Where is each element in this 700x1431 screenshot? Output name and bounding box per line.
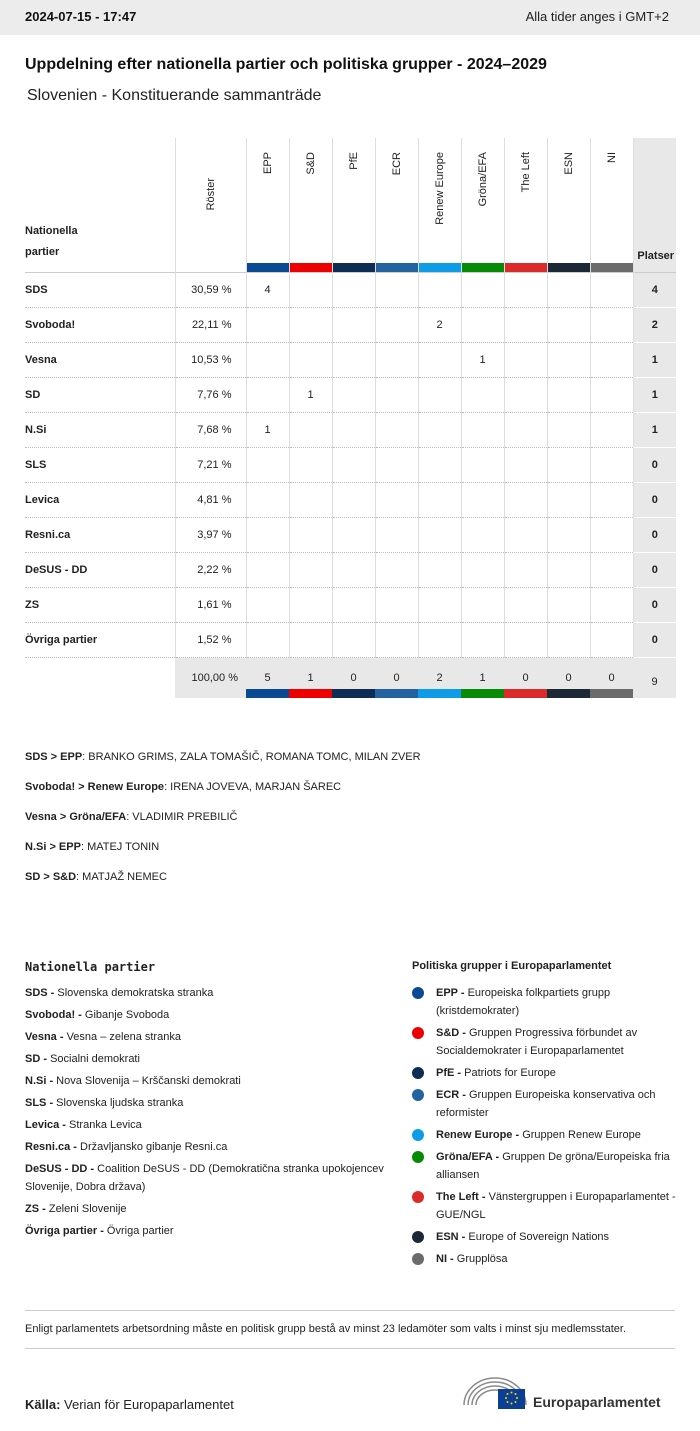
party-legend-item: SLS - Slovenska ljudska stranka (25, 1097, 184, 1109)
member-key: SDS > EPP (25, 751, 83, 763)
group-color-bar (461, 689, 504, 698)
group-total: 0 (332, 657, 375, 698)
seat-total: 0 (633, 517, 676, 552)
total-votes: 100,00 % (175, 657, 246, 698)
group-seat-cell (289, 517, 332, 552)
group-seat-cell (332, 272, 375, 307)
party-legend-item: Övriga partier - Övriga partier (25, 1225, 174, 1237)
seat-total: 0 (633, 447, 676, 482)
group-color-bar (418, 689, 461, 698)
group-color-bar (333, 263, 375, 272)
table-row (25, 447, 676, 482)
table-row (25, 272, 676, 307)
group-seat-cell (289, 622, 332, 657)
group-color-dot-icon (412, 1067, 424, 1079)
table-row (25, 622, 676, 657)
party-name: DeSUS - DD (25, 552, 175, 587)
party-legend-item: N.Si - Nova Slovenija – Krščanski demokrati (25, 1075, 241, 1087)
source-text: Verian för Europaparlamentet (60, 1397, 234, 1412)
top-bar (0, 0, 700, 35)
table-row (25, 377, 676, 412)
member-key: Vesna > Gröna/EFA (25, 811, 127, 823)
votes-column-header: Röster (175, 138, 246, 272)
group-seat-cell (332, 482, 375, 517)
group-total: 1 (461, 657, 504, 698)
group-seat-cell (590, 272, 633, 307)
group-seat-cell (289, 482, 332, 517)
vote-share: 4,81 % (175, 482, 246, 517)
group-seat-cell (375, 587, 418, 622)
group-seat-cell (289, 412, 332, 447)
totals-blank (25, 657, 175, 698)
group-seat-cell (418, 587, 461, 622)
table-row (25, 587, 676, 622)
table-row (25, 552, 676, 587)
party-name: SD (25, 377, 175, 412)
group-legend-item: Renew Europe - Gruppen Renew Europe (412, 1126, 682, 1144)
member-key: N.Si > EPP (25, 841, 81, 853)
group-seat-cell (504, 272, 547, 307)
group-seat-cell (418, 447, 461, 482)
member-line (25, 810, 421, 840)
group-seat-cell (246, 377, 289, 412)
group-total: 0 (375, 657, 418, 698)
group-column-header: The Left (504, 138, 547, 272)
group-seat-cell (289, 342, 332, 377)
party-legend-title: Nationella partier (25, 960, 156, 974)
group-seat-cell (590, 517, 633, 552)
group-seat-cell (289, 587, 332, 622)
group-seat-cell (590, 447, 633, 482)
member-names: : MATEJ TONIN (80, 841, 160, 853)
member-line (25, 840, 421, 870)
party-legend-item: DeSUS - DD - Coalition DeSUS - DD (Demokratična stranka upokojencev Slovenije, Dobra država) (25, 1163, 384, 1193)
group-legend-item: Gröna/EFA - Gruppen De gröna/Europeiska fria alliansen (412, 1148, 682, 1184)
member-names: : IRENA JOVEVA, MARJAN ŠAREC (164, 781, 342, 793)
group-seat-cell (418, 342, 461, 377)
group-color-bar (419, 263, 461, 272)
source-label: Källa: (25, 1397, 61, 1412)
group-seat-cell (375, 552, 418, 587)
group-seat-cell: 1 (246, 412, 289, 447)
group-seat-cell (547, 307, 590, 342)
group-legend-item: ECR - Gruppen Europeiska konservativa och reformister (412, 1086, 682, 1122)
group-seat-cell (590, 342, 633, 377)
group-seat-cell (246, 622, 289, 657)
party-legend-item: Svoboda! - Gibanje Svoboda (25, 1009, 170, 1021)
group-seat-cell (547, 447, 590, 482)
seat-total: 1 (633, 412, 676, 447)
group-column-header: EPP (246, 138, 289, 272)
group-legend-title: Politiska grupper i Europaparlamentet (412, 960, 612, 972)
group-seat-cell (590, 377, 633, 412)
vote-share: 2,22 % (175, 552, 246, 587)
member-line (25, 780, 421, 810)
group-legend-item: The Left - Vänstergruppen i Europaparlamentet - GUE/NGL (412, 1188, 682, 1224)
group-seat-cell (504, 447, 547, 482)
group-seat-cell (547, 482, 590, 517)
table-row (25, 412, 676, 447)
totals-row (25, 657, 676, 698)
vote-share: 1,61 % (175, 587, 246, 622)
group-color-bar (590, 689, 633, 698)
group-seat-cell (332, 412, 375, 447)
group-seat-cell (461, 587, 504, 622)
member-list (25, 750, 421, 900)
group-column-header: ESN (547, 138, 590, 272)
group-seat-cell (246, 447, 289, 482)
group-total: 0 (504, 657, 547, 698)
group-total: 0 (590, 657, 633, 698)
total-seats: 9 (633, 657, 676, 698)
group-seat-cell (504, 342, 547, 377)
vote-share: 10,53 % (175, 342, 246, 377)
group-seat-cell (332, 447, 375, 482)
party-name: SDS (25, 272, 175, 307)
group-color-bar (504, 689, 547, 698)
group-seat-cell (332, 587, 375, 622)
seat-total: 0 (633, 622, 676, 657)
group-seat-cell (375, 307, 418, 342)
group-seat-cell (504, 587, 547, 622)
party-legend-item: SDS - Slovenska demokratska stranka (25, 987, 214, 999)
table-row (25, 517, 676, 552)
group-color-bar (462, 263, 504, 272)
party-name: Resni.ca (25, 517, 175, 552)
member-line (25, 870, 421, 900)
seat-total: 2 (633, 307, 676, 342)
group-seat-cell (418, 482, 461, 517)
party-legend-item: Resni.ca - Državljansko gibanje Resni.ca (25, 1141, 228, 1153)
group-seat-cell: 1 (461, 342, 504, 377)
group-seat-cell: 2 (418, 307, 461, 342)
group-seat-cell (590, 412, 633, 447)
table-row (25, 307, 676, 342)
group-seat-cell (547, 552, 590, 587)
group-color-bar (505, 263, 547, 272)
group-color-dot-icon (412, 987, 424, 999)
party-name: ZS (25, 587, 175, 622)
group-seat-cell (547, 377, 590, 412)
group-legend-item: S&D - Gruppen Progressiva förbundet av Socialdemokrater i Europaparlamentet (412, 1024, 682, 1060)
vote-share: 3,97 % (175, 517, 246, 552)
group-seat-cell (461, 517, 504, 552)
group-legend-item: PfE - Patriots for Europe (412, 1064, 682, 1082)
group-seat-cell (246, 587, 289, 622)
group-seat-cell (590, 587, 633, 622)
group-seat-cell (461, 482, 504, 517)
group-color-bar (246, 689, 289, 698)
vote-share: 7,21 % (175, 447, 246, 482)
group-seat-cell (289, 307, 332, 342)
group-column-header: S&D (289, 138, 332, 272)
group-seat-cell (375, 377, 418, 412)
member-names: : MATJAŽ NEMEC (76, 871, 167, 883)
party-legend-item: Levica - Stranka Levica (25, 1119, 142, 1131)
table-row (25, 482, 676, 517)
group-seat-cell (547, 412, 590, 447)
group-column-header: NI (590, 138, 633, 272)
group-column-header: ECR (375, 138, 418, 272)
group-color-bar (548, 263, 590, 272)
vote-share: 7,68 % (175, 412, 246, 447)
group-seat-cell (289, 272, 332, 307)
group-seat-cell (461, 447, 504, 482)
europarl-logo-text: Europaparlamentet (533, 1394, 661, 1410)
group-seat-cell (375, 517, 418, 552)
group-seat-cell (375, 622, 418, 657)
party-name: Vesna (25, 342, 175, 377)
group-seat-cell (375, 482, 418, 517)
group-seat-cell (461, 552, 504, 587)
timezone-note: Alla tider anges i GMT+2 (525, 9, 669, 24)
group-seat-cell (332, 517, 375, 552)
group-seat-cell (418, 622, 461, 657)
group-seat-cell (547, 622, 590, 657)
seat-total: 1 (633, 377, 676, 412)
group-color-bar (247, 263, 289, 272)
group-seat-cell (375, 342, 418, 377)
group-seat-cell (418, 377, 461, 412)
seat-total: 0 (633, 587, 676, 622)
hemicycle-logo-icon (462, 1375, 528, 1411)
group-color-dot-icon (412, 1231, 424, 1243)
group-seat-cell (246, 482, 289, 517)
vote-share: 30,59 % (175, 272, 246, 307)
rules-note: Enligt parlamentets arbetsordning måste en politisk grupp bestå av minst 23 ledamöter som valts i minst sju medlemsstater. (25, 1310, 675, 1349)
party-legend-item: Vesna - Vesna – zelena stranka (25, 1031, 181, 1043)
group-seat-cell (332, 622, 375, 657)
party-name: N.Si (25, 412, 175, 447)
member-names: : BRANKO GRIMS, ZALA TOMAŠIČ, ROMANA TOMC, MILAN ZVER (82, 751, 421, 763)
group-seat-cell (289, 447, 332, 482)
group-color-dot-icon (412, 1151, 424, 1163)
group-seat-cell (375, 447, 418, 482)
page-subtitle: Slovenien - Konstituerande sammanträde (27, 87, 322, 104)
group-seat-cell (504, 552, 547, 587)
results-table (25, 138, 676, 698)
group-column-header: Renew Europe (418, 138, 461, 272)
group-seat-cell: 4 (246, 272, 289, 307)
group-color-bar (376, 263, 418, 272)
group-seat-cell (461, 272, 504, 307)
vote-share: 7,76 % (175, 377, 246, 412)
member-names: : VLADIMIR PREBILIČ (126, 811, 238, 823)
vote-share: 22,11 % (175, 307, 246, 342)
group-seat-cell (504, 307, 547, 342)
group-seat-cell (547, 272, 590, 307)
group-legend (412, 960, 682, 1272)
group-seat-cell (461, 377, 504, 412)
group-seat-cell (332, 307, 375, 342)
group-seat-cell (461, 622, 504, 657)
party-column-header: Nationella partier (25, 224, 78, 258)
group-seat-cell (590, 622, 633, 657)
group-seat-cell (418, 272, 461, 307)
party-name: Övriga partier (25, 622, 175, 657)
party-name: Levica (25, 482, 175, 517)
group-column-header: Gröna/EFA (461, 138, 504, 272)
group-seat-cell (332, 377, 375, 412)
group-seat-cell (332, 552, 375, 587)
group-seat-cell (332, 342, 375, 377)
group-legend-item: ESN - Europe of Sovereign Nations (412, 1228, 682, 1246)
table-row (25, 342, 676, 377)
group-seat-cell (547, 342, 590, 377)
group-seat-cell (547, 587, 590, 622)
group-seat-cell (418, 552, 461, 587)
group-color-dot-icon (412, 1253, 424, 1265)
group-seat-cell (461, 307, 504, 342)
seats-column-header: Platser (633, 138, 676, 272)
group-seat-cell (504, 622, 547, 657)
group-color-bar (547, 689, 590, 698)
group-color-bar (591, 263, 633, 272)
group-total: 0 (547, 657, 590, 698)
group-seat-cell (504, 517, 547, 552)
group-seat-cell (504, 377, 547, 412)
group-seat-cell (547, 517, 590, 552)
group-seat-cell (375, 272, 418, 307)
group-column-header: PfE (332, 138, 375, 272)
group-seat-cell (418, 412, 461, 447)
page-title: Uppdelning efter nationella partier och politiska grupper - 2024–2029 (25, 56, 547, 73)
member-key: SD > S&D (25, 871, 77, 883)
party-name: SLS (25, 447, 175, 482)
group-color-bar (332, 689, 375, 698)
party-legend-item: ZS - Zeleni Slovenije (25, 1203, 127, 1215)
party-name: Svoboda! (25, 307, 175, 342)
group-total: 2 (418, 657, 461, 698)
group-seat-cell (246, 307, 289, 342)
group-total: 1 (289, 657, 332, 698)
group-seat-cell (590, 482, 633, 517)
group-color-dot-icon (412, 1129, 424, 1141)
group-total: 5 (246, 657, 289, 698)
timestamp: 2024-07-15 - 17:47 (25, 9, 137, 24)
party-legend (25, 960, 395, 1244)
group-seat-cell (590, 307, 633, 342)
group-color-bar (289, 689, 332, 698)
group-legend-item: EPP - Europeiska folkpartiets grupp (kristdemokrater) (412, 984, 682, 1020)
group-seat-cell (504, 412, 547, 447)
group-seat-cell (418, 517, 461, 552)
group-color-bar (290, 263, 332, 272)
group-seat-cell (590, 552, 633, 587)
seat-total: 0 (633, 482, 676, 517)
europarl-logo (462, 1375, 677, 1411)
seat-total: 1 (633, 342, 676, 377)
group-seat-cell (375, 412, 418, 447)
member-key: Svoboda! > Renew Europe (25, 781, 165, 793)
group-color-dot-icon (412, 1027, 424, 1039)
party-legend-item: SD - Socialni demokrati (25, 1053, 140, 1065)
group-seat-cell (461, 412, 504, 447)
group-seat-cell: 1 (289, 377, 332, 412)
vote-share: 1,52 % (175, 622, 246, 657)
group-color-dot-icon (412, 1089, 424, 1101)
member-line (25, 750, 421, 780)
group-legend-item: NI - Grupplösa (412, 1250, 682, 1268)
seat-total: 0 (633, 552, 676, 587)
source (25, 1397, 234, 1412)
group-color-bar (375, 689, 418, 698)
seat-total: 4 (633, 272, 676, 307)
group-seat-cell (246, 342, 289, 377)
group-seat-cell (504, 482, 547, 517)
group-seat-cell (289, 552, 332, 587)
group-color-dot-icon (412, 1191, 424, 1203)
group-seat-cell (246, 552, 289, 587)
group-seat-cell (246, 517, 289, 552)
